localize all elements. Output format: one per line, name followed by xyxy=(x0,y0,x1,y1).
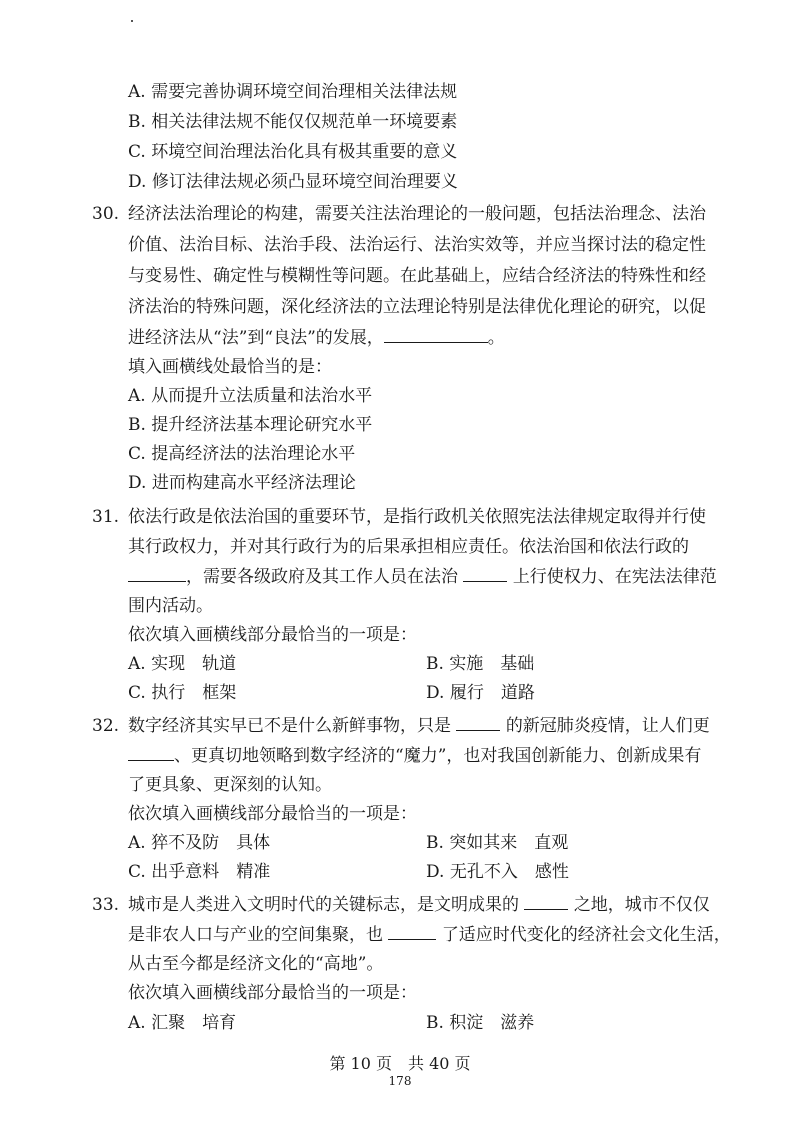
scan-speck xyxy=(131,20,133,22)
q30-line-5-text: 进经济法从“法”到“良法”的发展， xyxy=(128,328,384,348)
q32-line-1-text-1: 数字经济其实早已不是什么新鲜事物，只是 xyxy=(128,716,451,736)
q33-prompt: 依次填入画横线部分最恰当的一项是： xyxy=(128,983,417,1003)
q33-blank-2 xyxy=(388,923,436,940)
q30-line-5-end: 。 xyxy=(487,328,505,348)
q33-line-1-text-2: 之地，城市不仅仅 xyxy=(573,895,710,915)
q32-line-1 xyxy=(128,714,710,738)
q30-option-b: B. 提升经济法基本理论研究水平 xyxy=(128,415,373,435)
q32-prompt: 依次填入画横线部分最恰当的一项是： xyxy=(128,804,417,824)
q31-blank-2 xyxy=(463,565,507,582)
q31-line-1: 依法行政是依法治国的重要环节，是指行政机关依照宪法法律规定取得并行使 xyxy=(128,507,706,527)
q33-line-3: 从古至今都是经济文化的“高地”。 xyxy=(128,954,384,974)
q32-option-d: D. 无孔不入 感性 xyxy=(426,862,569,882)
q31-line-3-text-1: ，需要各级政府及其工作人员在法治 xyxy=(186,567,458,587)
q30-line-4: 济法治的特殊问题，深化经济法的立法理论特别是法律优化理论的研究，以促 xyxy=(128,297,706,317)
prev-option-c: C. 环境空间治理法治化具有极其重要的意义 xyxy=(128,142,458,162)
q30-number: 30. xyxy=(92,204,120,224)
page-number: 178 xyxy=(388,1074,412,1088)
prev-option-b: B. 相关法律法规不能仅仅规范单一环境要素 xyxy=(128,112,458,132)
q31-line-4: 围内活动。 xyxy=(128,596,213,616)
q31-option-c: C. 执行 框架 xyxy=(128,683,237,703)
q32-option-a: A. 猝不及防 具体 xyxy=(128,833,271,853)
q32-option-c: C. 出乎意料 精准 xyxy=(128,862,271,882)
q33-number: 33. xyxy=(92,895,120,915)
q32-line-2 xyxy=(128,744,701,768)
q32-blank-1 xyxy=(456,714,500,731)
q30-line-1: 经济法法治理论的构建，需要关注法治理论的一般问题，包括法治理念、法治 xyxy=(128,204,706,224)
q33-line-2 xyxy=(128,923,731,947)
q30-option-d: D. 进而构建高水平经济法理论 xyxy=(128,473,356,493)
q30-line-3: 与变易性、确定性与模糊性等问题。在此基础上，应结合经济法的特殊性和经 xyxy=(128,266,706,286)
q31-line-3-text-2: 上行使权力、在宪法法律范 xyxy=(512,567,717,587)
q33-option-b: B. 积淀 滋养 xyxy=(426,1013,535,1033)
q30-prompt: 填入画横线处最恰当的是： xyxy=(128,357,332,377)
q30-option-c: C. 提高经济法的法治理论水平 xyxy=(128,444,356,464)
q31-number: 31. xyxy=(92,507,120,527)
q31-blank-1 xyxy=(128,565,186,582)
q30-answer-blank xyxy=(384,326,488,343)
q33-line-1 xyxy=(128,893,710,917)
q30-option-a: A. 从而提升立法质量和法治水平 xyxy=(128,386,373,406)
page-indicator: 第 10 页 共 40 页 xyxy=(329,1054,471,1073)
q32-blank-2 xyxy=(128,744,174,761)
q33-blank-1 xyxy=(524,893,568,910)
q33-line-2-text-1: 是非农人口与产业的空间集聚，也 xyxy=(128,925,383,945)
q31-line-2: 其行政权力，并对其行政行为的后果承担相应责任。依法治国和依法行政的 xyxy=(128,537,689,557)
q33-line-2-text-2: 了适应时代变化的经济社会文化生活， xyxy=(441,925,731,945)
prev-option-d: D. 修订法律法规必须凸显环境空间治理要义 xyxy=(128,172,458,192)
q31-option-d: D. 履行 道路 xyxy=(426,683,535,703)
q32-line-1-text-2: 的新冠肺炎疫情，让人们更 xyxy=(505,716,710,736)
q33-option-a: A. 汇聚 培育 xyxy=(128,1013,237,1033)
q33-line-1-text-1: 城市是人类进入文明时代的关键标志，是文明成果的 xyxy=(128,895,519,915)
q32-line-3: 了更具象、更深刻的认知。 xyxy=(128,775,332,795)
q31-option-a: A. 实现 轨道 xyxy=(128,654,237,674)
q32-option-b: B. 突如其来 直观 xyxy=(426,833,569,853)
prev-option-a: A. 需要完善协调环境空间治理相关法律法规 xyxy=(128,82,458,102)
q30-line-5 xyxy=(128,326,505,350)
q31-option-b: B. 实施 基础 xyxy=(426,654,535,674)
q32-line-2-text: 、更真切地领略到数字经济的“魔力”，也对我国创新能力、创新成果有 xyxy=(174,746,702,766)
q30-line-2: 价值、法治目标、法治手段、法治运行、法治实效等，并应当探讨法的稳定性 xyxy=(128,235,706,255)
q31-line-3 xyxy=(128,565,717,589)
q31-prompt: 依次填入画横线部分最恰当的一项是： xyxy=(128,625,417,645)
q32-number: 32. xyxy=(92,716,120,736)
